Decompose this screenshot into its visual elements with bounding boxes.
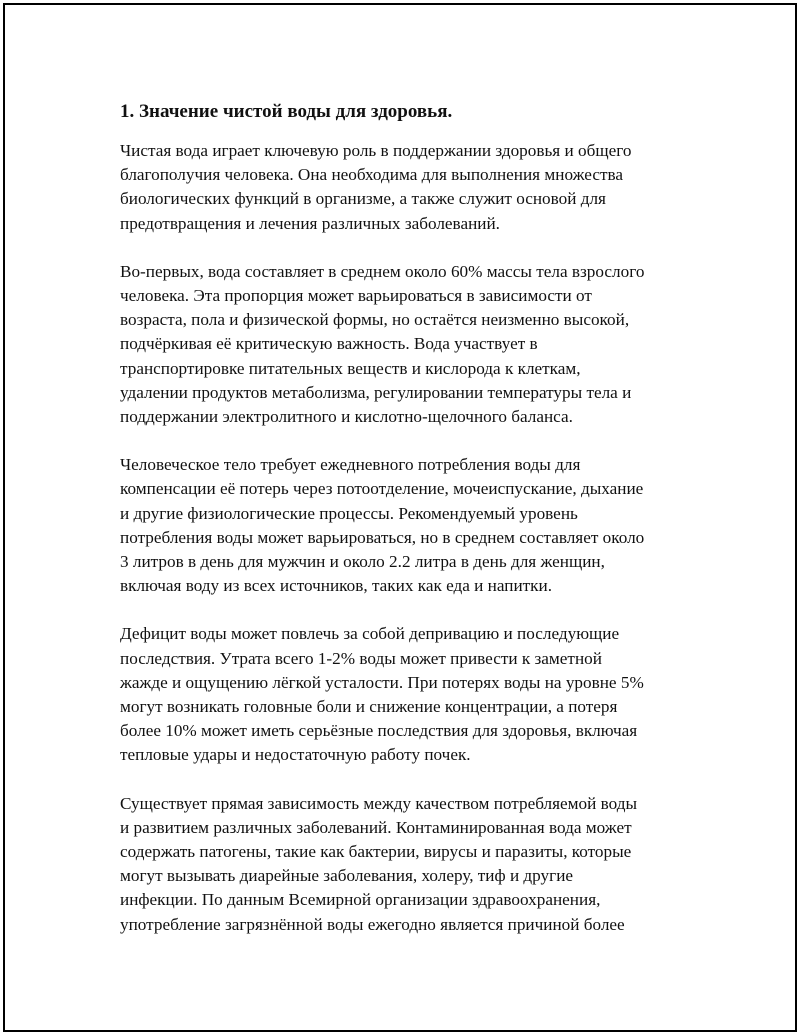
text-line: предотвращения и лечения различных заболеваний. [120, 213, 500, 233]
text-line: биологических функций в организме, а также служит основой для [120, 189, 606, 209]
text-line: последствия. Утрата всего 1-2% воды может привести к заметной [120, 648, 602, 668]
text-line: включая воду из всех источников, таких как еда и напитки. [120, 576, 553, 596]
section-title: 1. Значение чистой воды для здоровья. [120, 101, 453, 122]
text-line: и другие физиологические процессы. Рекомендуемый уровень [120, 503, 578, 523]
text-line: могут возникать головные боли и снижение концентрации, а потеря [120, 697, 618, 717]
document-page [3, 3, 797, 1032]
paragraph-4 [120, 622, 695, 767]
text-line: тепловые удары и недостаточную работу почек. [120, 745, 471, 765]
text-line: Во-первых, вода составляет в среднем около 60% массы тела взрослого [120, 261, 645, 281]
text-line: Существует прямая зависимость между качеством потребляемой воды [120, 793, 638, 813]
paragraph-2 [120, 260, 695, 429]
document-content [120, 99, 695, 961]
text-line: удалении продуктов метаболизма, регулировании температуры тела и [120, 382, 632, 402]
text-line: инфекции. По данным Всемирной организации здравоохранения, [120, 890, 601, 910]
text-line: Человеческое тело требует ежедневного потребления воды для [120, 455, 581, 475]
text-line: 3 литров в день для мужчин и около 2.2 литра в день для женщин, [120, 552, 605, 572]
text-line: поддержании электролитного и кислотно-щелочного баланса. [120, 407, 573, 427]
text-line: подчёркивая её критическую важность. Вода участвует в [120, 334, 538, 354]
text-line: содержать патогены, такие как бактерии, вирусы и паразиты, которые [120, 842, 632, 862]
text-line: более 10% может иметь серьёзные последствия для здоровья, включая [120, 721, 638, 741]
text-line: жажде и ощущению лёгкой усталости. При потерях воды на уровне 5% [120, 672, 644, 692]
paragraph-5 [120, 792, 695, 937]
text-line: Чистая вода играет ключевую роль в поддержании здоровья и общего [120, 141, 632, 160]
paragraph-3 [120, 453, 695, 598]
text-line: Дефицит воды может повлечь за собой депривацию и последующие [120, 624, 620, 644]
text-line: употребление загрязнённой воды ежегодно является причиной более [120, 914, 625, 934]
text-line: потребления воды может варьироваться, но в среднем составляет около [120, 527, 645, 547]
text-line: возраста, пола и физической формы, но остаётся неизменно высокой, [120, 310, 630, 330]
text-line: благополучия человека. Она необходима для выполнения множества [120, 165, 623, 185]
text-line: компенсации её потерь через потоотделение, мочеиспускание, дыхание [120, 479, 644, 499]
text-line: могут вызывать диарейные заболевания, холеру, тиф и другие [120, 866, 574, 886]
paragraph-1 [120, 139, 695, 236]
text-line: человека. Эта пропорция может варьироваться в зависимости от [120, 286, 592, 306]
text-line: и развитием различных заболеваний. Контаминированная вода может [120, 817, 632, 837]
text-line: транспортировке питательных веществ и кислорода к клеткам, [120, 358, 581, 378]
